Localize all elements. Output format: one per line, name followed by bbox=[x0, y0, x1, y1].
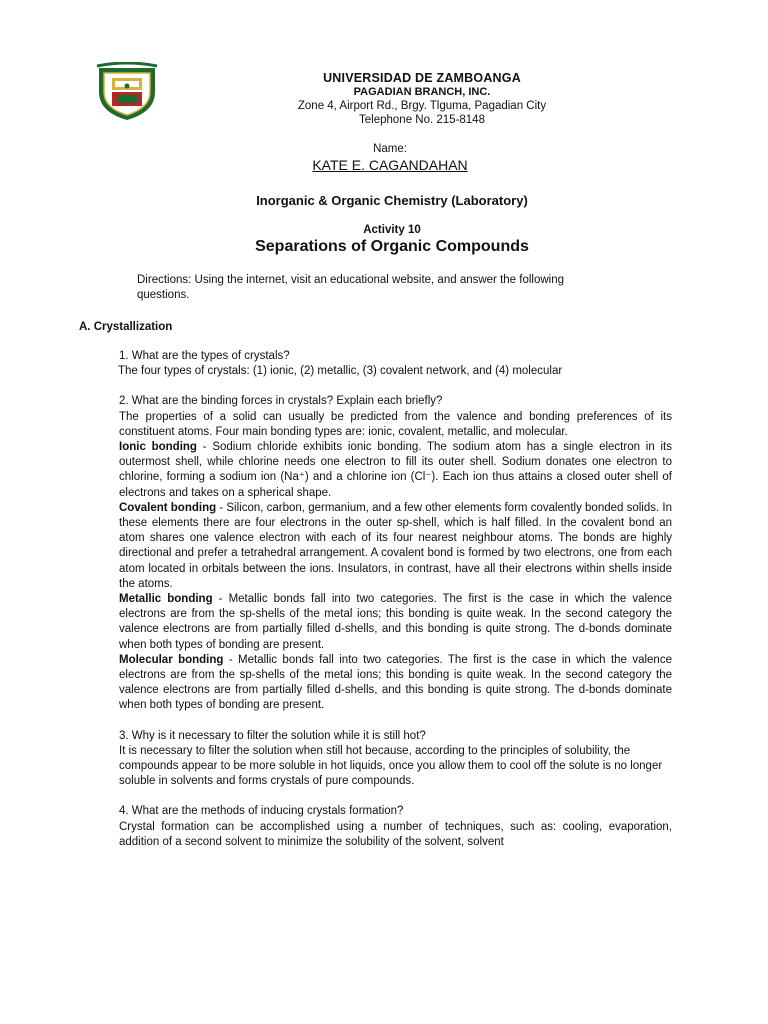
student-name-text: KATE E. CAGANDAHAN bbox=[312, 157, 468, 173]
ionic-bonding-paragraph bbox=[119, 440, 672, 501]
answer-1: The four types of crystals: (1) ionic, (2) metallic, (3) covalent network, and (4) molecular bbox=[118, 365, 563, 378]
directions: Directions: Using the internet, visit an educational website, and answer the following questions. bbox=[137, 274, 565, 302]
metallic-bonding-term: Metallic bonding bbox=[119, 593, 213, 606]
answer-3: It is necessary to filter the solution when still hot because, according to the principles of solubility, the compounds appear to be more soluble in hot liquids, once you allow them to cool off the solute is no longer soluble in solvents and forms crystals of pure compounds. bbox=[119, 744, 663, 788]
molecular-bonding-text: - Metallic bonds fall into two categories. The first is the case in which the valence electrons are from the sp-shells of the metal ions; this bonding is quite weak. In the second category the valence electrons are from partially filled d-shells, and this bonding is quite strong. The d-bonds dominate when both types of bonding are present. bbox=[119, 653, 672, 712]
molecular-bonding-paragraph bbox=[119, 653, 672, 714]
activity-number: Activity 10 bbox=[363, 224, 421, 236]
question-3: 3. Why is it necessary to filter the solution while it is still hot? bbox=[119, 729, 426, 742]
university-name: UNIVERSIDAD DE ZAMBOANGA bbox=[323, 71, 521, 85]
question-4: 4. What are the methods of inducing crystals formation? bbox=[119, 805, 404, 818]
metallic-bonding-text: - Metallic bonds fall into two categories. The first is the case in which the valence electrons are from the sp-shells of the metal ions; this bonding is quite weak. In the second category the valence electrons are from partially filled d-shells, and this bonding is quite strong. The d-bonds dominate when both types of bonding are present. bbox=[119, 593, 672, 651]
ionic-bonding-text: - Sodium chloride exhibits ionic bonding. The sodium atom has a single electron in its outermost shell, while chlorine needs one electron to fill its outer shell. Sodium donates one electron to chlorine, forming a sodium ion (Na⁺) and a chlorine ion (Cl⁻). Each ion thus attains a closed outer shell of electrons and takes on a spherical shape. bbox=[119, 441, 672, 499]
ionic-bonding-term: Ionic bonding bbox=[119, 441, 197, 454]
questions-content bbox=[119, 349, 672, 850]
telephone: Telephone No. 215-8148 bbox=[359, 114, 485, 126]
section-heading: A. Crystallization bbox=[79, 321, 173, 333]
answer-4: Crystal formation can be accomplished using a number of techniques, such as: cooling, evaporation, addition of a second solvent to minimize the solubility of the solvent, solvent bbox=[119, 820, 672, 848]
activity-title: Separations of Organic Compounds bbox=[255, 238, 529, 255]
address: Zone 4, Airport Rd., Brgy. Tlguma, Pagadian City bbox=[297, 100, 547, 112]
covalent-bonding-paragraph bbox=[119, 501, 672, 592]
name-label: Name: bbox=[373, 143, 407, 155]
question-2: 2. What are the binding forces in crystals? Explain each briefly? bbox=[119, 395, 443, 408]
covalent-bonding-text: - Silicon, carbon, germanium, and a few other elements form covalently bonded solids. In these elements there are four electrons in the outer sp-shell, which is half filled. In the covalent bond an atom shares one valence electron with each of its four nearest neighbour atoms. The bonds are highly directional and prefer a tetrahedral arrangement. A covalent bond is formed by two electrons, one from each atom located in orbitals between the ions. Insulators, in contrast, have all their electrons within shells inside the atoms. bbox=[119, 501, 673, 590]
student-name bbox=[6, 157, 768, 173]
covalent-bonding-term: Covalent bonding bbox=[119, 501, 217, 514]
metallic-bonding-paragraph bbox=[119, 592, 672, 653]
question-1: 1. What are the types of crystals? bbox=[119, 350, 290, 362]
answer-2-intro: The properties of a solid can usually be predicted from the valence and bonding preferences of its constituent atoms. Four main bonding types are: ionic, covalent, metallic, and molecular. bbox=[119, 410, 672, 438]
course-title: Inorganic & Organic Chemistry (Laboratory) bbox=[256, 193, 528, 208]
molecular-bonding-term: Molecular bonding bbox=[119, 653, 224, 666]
branch-name: PAGADIAN BRANCH, INC. bbox=[353, 86, 491, 98]
